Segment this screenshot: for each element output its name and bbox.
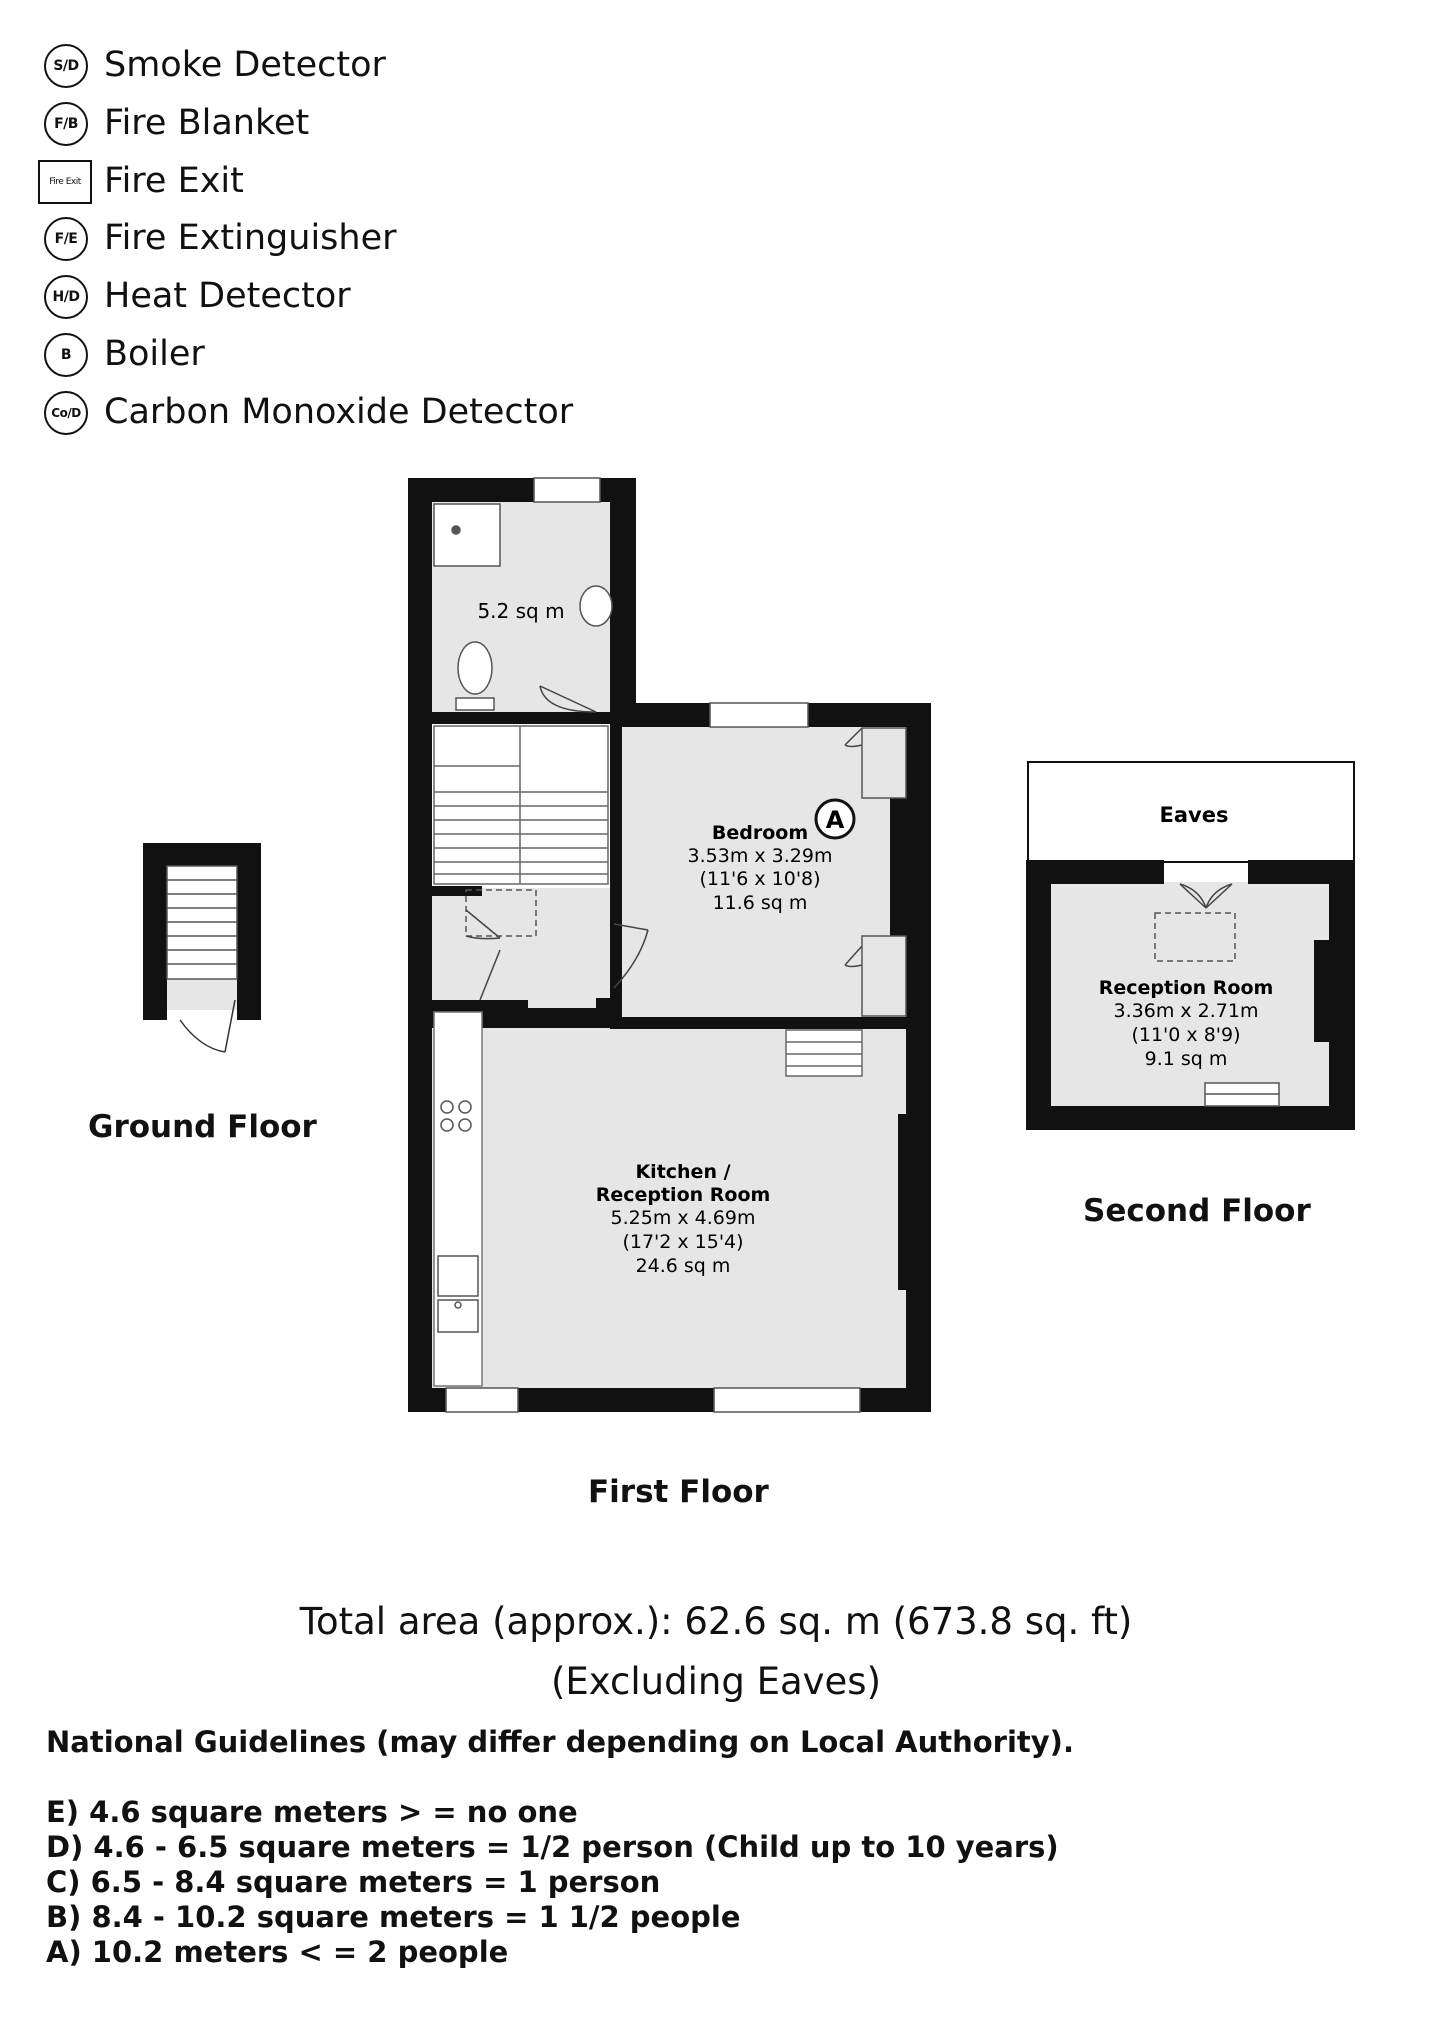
total-area: Total area (approx.): 62.6 sq. m (673.8 sq. ft) [299, 1600, 1133, 1643]
carbon-monoxide-detector-icon: Co/D [44, 391, 88, 435]
stairs-second [1205, 1083, 1279, 1106]
kitchen-imperial: (17'2 x 15'4) [622, 1231, 744, 1253]
guideline-item: A) 10.2 meters < = 2 people [46, 1935, 509, 1969]
kitchen-area: 24.6 sq m [635, 1255, 731, 1277]
legend-label: Boiler [104, 334, 205, 374]
legend-label: Carbon Monoxide Detector [104, 392, 574, 432]
bathroom-area: 5.2 sq m [477, 599, 565, 623]
fire-blanket-icon: F/B [44, 102, 88, 146]
stairs-first [434, 726, 608, 884]
second-reception-area: 9.1 sq m [1144, 1048, 1228, 1070]
smoke-detector-icon: S/D [44, 44, 88, 88]
stairs-ground [167, 866, 237, 979]
fire-exit-icon: Fire Exit [38, 160, 92, 204]
second-reception-metric: 3.36m x 2.71m [1113, 1000, 1259, 1022]
guidelines-list [46, 1795, 1059, 1970]
first-floor-plan [408, 478, 931, 1412]
ground-floor-plan [143, 843, 261, 1052]
bedroom-metric: 3.53m x 3.29m [687, 845, 833, 867]
fire-extinguisher-icon: F/E [44, 217, 88, 261]
bedroom-grade-marker [816, 800, 854, 838]
shower-tray [434, 504, 500, 566]
second-reception-imperial: (11'0 x 8'9) [1131, 1024, 1241, 1046]
stairs-to-second [786, 1030, 862, 1076]
excluding-eaves-note: (Excluding Eaves) [550, 1660, 882, 1703]
legend-label: Heat Detector [104, 276, 351, 316]
legend-label: Fire Blanket [104, 103, 310, 143]
legend-label: Fire Exit [104, 161, 244, 201]
guideline-item: B) 8.4 - 10.2 square meters = 1 1/2 people [46, 1900, 741, 1934]
grade-letter: A [825, 806, 845, 834]
bedroom-area: 11.6 sq m [712, 892, 808, 914]
second-floor-plan [1026, 762, 1355, 1130]
bedroom-imperial: (11'6 x 10'8) [699, 868, 821, 890]
heat-detector-icon: H/D [44, 275, 88, 319]
kitchen-name-line1: Kitchen / [635, 1161, 731, 1183]
basin [580, 586, 612, 626]
ground-floor-label: Ground Floor [88, 1109, 317, 1145]
second-floor-label: Second Floor [1083, 1193, 1311, 1229]
kitchen-name-line2: Reception Room [595, 1184, 771, 1206]
legend-label: Smoke Detector [104, 45, 386, 85]
guideline-item: C) 6.5 - 8.4 square meters = 1 person [46, 1865, 661, 1899]
second-reception-name: Reception Room [1098, 977, 1274, 999]
legend-label: Fire Extinguisher [104, 218, 397, 258]
toilet [456, 642, 494, 710]
eaves-label: Eaves [1159, 803, 1229, 827]
boiler-icon: B [44, 333, 88, 377]
guidelines-title: National Guidelines (may differ depending on Local Authority). [46, 1725, 1074, 1759]
kitchen-sink [438, 1256, 478, 1332]
guideline-item: D) 4.6 - 6.5 square meters = 1/2 person (Child up to 10 years) [46, 1830, 1059, 1864]
first-floor-label: First Floor [588, 1474, 769, 1510]
guideline-item: E) 4.6 square meters > = no one [46, 1795, 578, 1829]
bedroom-name: Bedroom [711, 822, 809, 844]
kitchen-metric: 5.25m x 4.69m [610, 1207, 756, 1229]
